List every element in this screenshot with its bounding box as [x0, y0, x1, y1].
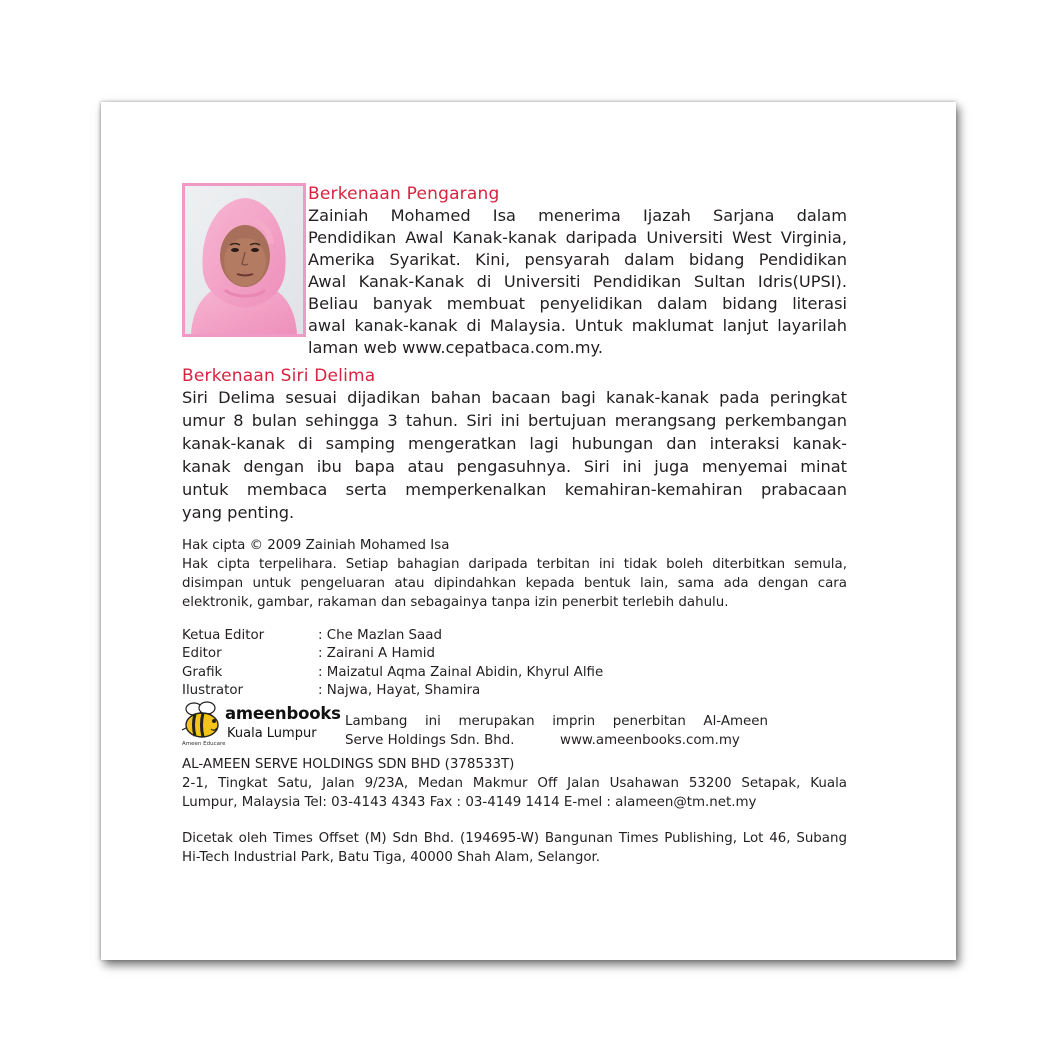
- bee-icon: [181, 700, 225, 742]
- author-bio-line: Amerika Syarikat. Kini, pensyarah dalam bidang Pendidikan: [308, 250, 847, 269]
- author-bio-line: Awal Kanak-Kanak di Universiti Pendidikan Sultan Idris(UPSI).: [308, 272, 847, 291]
- credit-value-editor: : Zairani A Hamid: [318, 646, 435, 661]
- printer-line: Hi-Tech Industrial Park, Batu Tiga, 40000 Shah Alam, Selangor.: [182, 850, 601, 865]
- author-bio-line: awal kanak-kanak di Malaysia. Untuk maklumat lanjut layarilah: [308, 316, 847, 335]
- publisher-contact-line: Lumpur, Malaysia Tel: 03-4143 4343 Fax : 03-4149 1414 E-mel : alameen@tm.net.my: [182, 795, 757, 810]
- series-text-line: Siri Delima sesuai dijadikan bahan bacaan bagi kanak-kanak pada peringkat: [182, 388, 847, 407]
- imprint-line: Lambang ini merupakan imprin penerbitan Al-Ameen: [345, 714, 768, 729]
- copyright-line: elektronik, gambar, rakaman dan sebagainya tanpa izin penerbit terlebih dahulu.: [182, 595, 729, 610]
- series-text-line: kanak dengan ibu bapa atau pengasuhnya. Siri ini juga menyemai minat: [182, 457, 847, 476]
- imprint-line: Serve Holdings Sdn. Bhd.: [345, 733, 515, 748]
- series-text-line: yang penting.: [182, 503, 295, 522]
- series-text-line: untuk membaca serta memperkenalkan kemahiran-kemahiran prabacaan: [182, 480, 847, 499]
- logo-city: Kuala Lumpur: [227, 726, 317, 741]
- publisher-name: AL-AMEEN SERVE HOLDINGS SDN BHD (378533T): [182, 757, 515, 772]
- printer-line: Dicetak oleh Times Offset (M) Sdn Bhd. (194695-W) Bangunan Times Publishing, Lot 46, Subang: [182, 831, 847, 846]
- publisher-website: www.ameenbooks.com.my: [560, 733, 740, 748]
- series-heading: Berkenaan Siri Delima: [182, 366, 376, 386]
- author-bio-line: Beliau banyak membuat penyelidikan dalam bidang literasi: [308, 294, 847, 313]
- publisher-address-line: 2-1, Tingkat Satu, Jalan 9/23A, Medan Makmur Off Jalan Usahawan 53200 Setapak, Kuala: [182, 776, 847, 791]
- author-heading: Berkenaan Pengarang: [308, 184, 500, 204]
- author-photo: [182, 183, 306, 337]
- ameenbooks-logo: [181, 700, 341, 750]
- credit-value-chief-editor: : Che Mazlan Saad: [318, 628, 442, 643]
- credit-label-editor: Editor: [182, 646, 222, 661]
- credit-label-graphics: Grafik: [182, 665, 223, 680]
- credit-label-chief-editor: Ketua Editor: [182, 628, 265, 643]
- copyright-line: Hak cipta © 2009 Zainiah Mohamed Isa: [182, 538, 450, 553]
- series-text-line: kanak-kanak di samping mengeratkan lagi hubungan dan interaksi kanak-: [182, 434, 847, 453]
- author-bio-line: laman web www.cepatbaca.com.my.: [308, 338, 603, 357]
- logo-tagline: Ameen Educare: [182, 741, 226, 747]
- credit-value-illustrator: : Najwa, Hayat, Shamira: [318, 683, 481, 698]
- author-bio-line: Zainiah Mohamed Isa menerima Ijazah Sarjana dalam: [308, 206, 847, 225]
- copyright-line: Hak cipta terpelihara. Setiap bahagian daripada terbitan ini tidak boleh diterbitkan semula,: [182, 557, 847, 572]
- logo-wordmark: ameenbooks: [225, 704, 341, 723]
- credit-label-illustrator: Ilustrator: [182, 683, 244, 698]
- copyright-line: disimpan untuk pengeluaran atau dipindahkan kepada bentuk lain, sama ada dengan cara: [182, 576, 847, 591]
- series-text-line: umur 8 bulan sehingga 3 tahun. Siri ini bertujuan merangsang perkembangan: [182, 411, 847, 430]
- author-bio-line: Pendidikan Awal Kanak-kanak daripada Universiti West Virginia,: [308, 228, 847, 247]
- credit-value-graphics: : Maizatul Aqma Zainal Abidin, Khyrul Alfie: [318, 665, 604, 680]
